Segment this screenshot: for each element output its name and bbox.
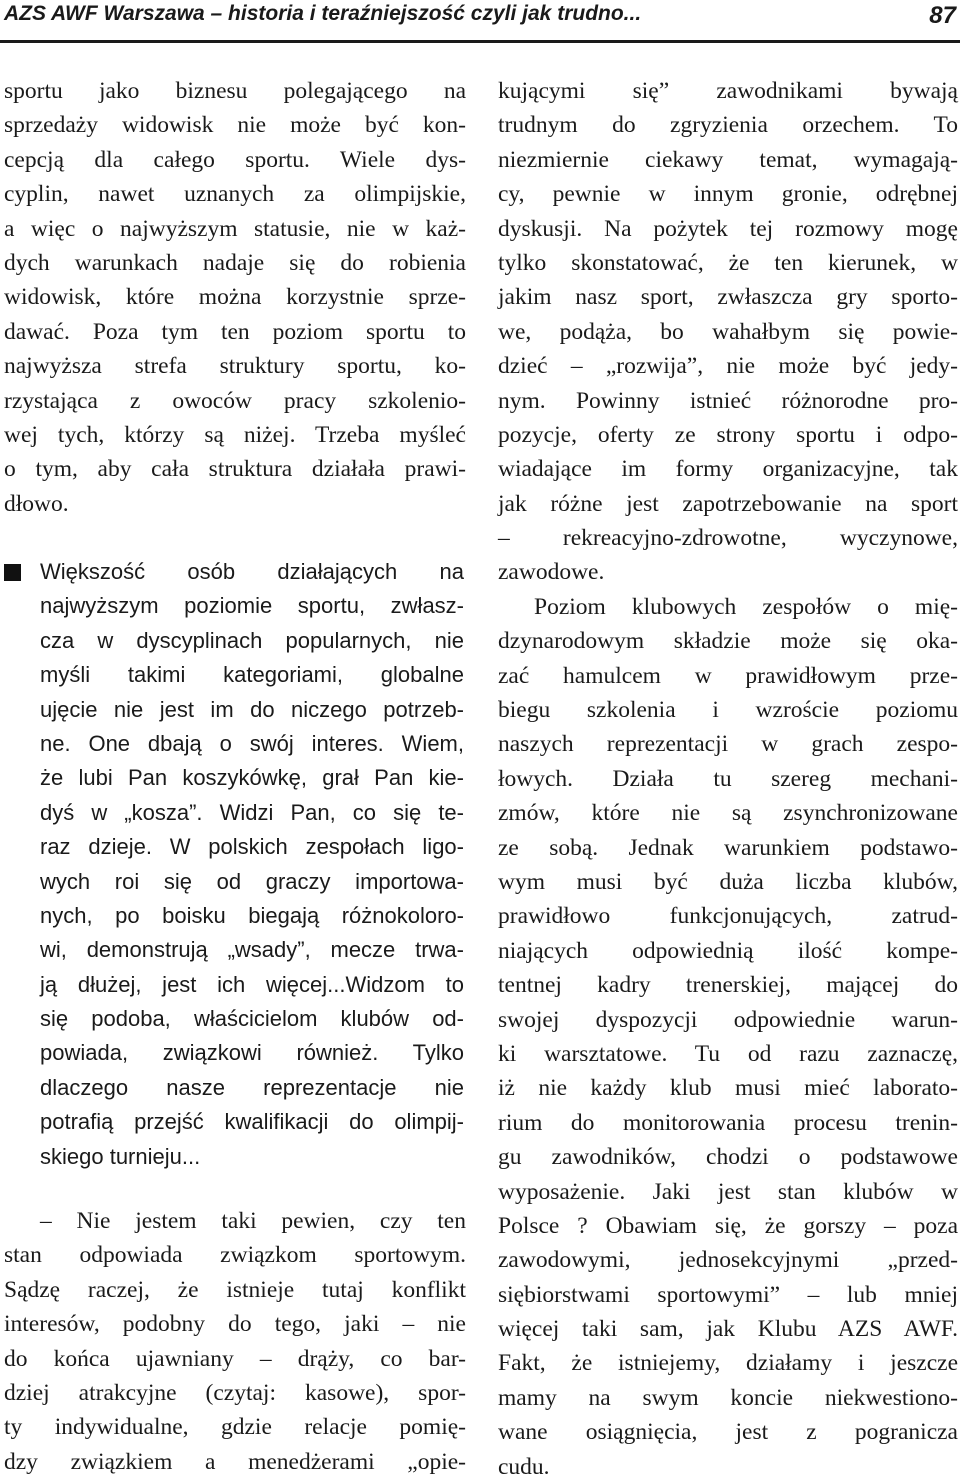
left-paragraph-1: [4, 74, 466, 521]
text-line: więcej taki sam, jak Klubu AZS AWF.: [498, 1316, 958, 1343]
text-line: interesów, podobny do tego, jaki – nie: [4, 1311, 466, 1338]
text-line: raz dzieje. W polskich zespołach ligo-: [40, 834, 464, 860]
page-number: 87: [929, 2, 956, 29]
text-line: cyplin, nawet uznanych za olimpijskie,: [4, 181, 466, 208]
text-line: jak różne jest zapotrzebowanie na sport: [498, 490, 958, 517]
text-line: pozycje, oferty ze strony sportu i odpo-: [498, 421, 958, 448]
text-line: – Nie jestem taki pewien, czy ten: [40, 1208, 466, 1234]
text-line: rium do monitorowania procesu trenin-: [498, 1109, 958, 1136]
text-line: łowych. Działa tu szereg mechani-: [498, 765, 958, 792]
text-line: biegu szkolenia i wzroście poziomu: [498, 697, 958, 724]
text-line: sprzedaży widowisk nie może być kon-: [4, 112, 466, 139]
text-line: o tym, aby cała struktura działała prawi-: [4, 456, 466, 483]
text-line: do końca ujawniany – drąży, co bar-: [4, 1345, 466, 1372]
text-line: cepcją dla całego sportu. Wiele dys-: [4, 146, 466, 173]
text-line: we, podąża, bo wahałbym się powie-: [498, 318, 958, 345]
text-line: dawać. Poza tym ten poziom sportu to: [4, 318, 466, 345]
text-line: widowisk, które można korzystnie sprze-: [4, 284, 466, 311]
text-line: zmów, które nie są zsynchronizowane: [498, 800, 958, 827]
text-line: a więc o najwyższym statusie, nie w każ-: [4, 215, 466, 242]
text-line: najwyższa strefa struktury sportu, ko-: [4, 353, 466, 380]
text-line: najwyższym poziomie sportu, zwłasz-: [40, 593, 464, 619]
text-line: ki warsztatowe. Tu od razu zaznaczę,: [498, 1040, 958, 1067]
text-line: – rekreacyjno-zdrowotne, wyczynowe,: [498, 525, 958, 552]
text-line: prawidłowo funkcjonujących, zatrud-: [498, 903, 958, 930]
text-line: Polsce ? Obawiam się, że gorszy – poza: [498, 1212, 958, 1239]
text-line: zać hamulcem w prawidłowym prze-: [498, 662, 958, 689]
right-paragraph-1: [498, 74, 958, 590]
text-line: mamy na swym koncie niekwestiono-: [498, 1384, 958, 1411]
page-header: [0, 0, 960, 46]
text-line: dzy związkiem a menedżerami „opie-: [4, 1448, 466, 1475]
text-line: Fakt, że istniejemy, działamy i jeszcze: [498, 1350, 958, 1377]
text-line: dyskusji. Na pożytek tej rozmowy mogę: [498, 215, 958, 242]
text-line: Poziom klubowych zespołów o mię-: [534, 593, 958, 620]
text-line: wi, demonstrują „wsady”, mecze trwa-: [40, 937, 464, 963]
text-line: zawodowe.: [498, 559, 605, 586]
interview-answer: [4, 1204, 466, 1479]
text-line: nych, po boisku biegają różnokoloro-: [40, 902, 464, 928]
text-line: wej tych, którzy są niżej. Trzeba myśleć: [4, 421, 466, 448]
text-line: siębiorstwami sportowymi” – lub mniej: [498, 1281, 958, 1308]
text-line: dyś w „kosza”. Widzi Pan, co się te-: [40, 799, 464, 825]
right-column: [498, 74, 958, 1484]
text-line: potrafią przejść kwalifikacji do olimpij-: [40, 1109, 464, 1135]
text-line: ujęcie nie jest im do niczego potrzeb-: [40, 696, 464, 722]
text-line: skiego turnieju...: [40, 1143, 201, 1169]
text-line: kującymi się” zawodnikami bywają: [498, 78, 958, 104]
text-line: ne. One dbają o swój interes. Wiem,: [40, 730, 464, 756]
text-line: dzieć – „rozwija”, nie może być jedy-: [498, 353, 958, 380]
text-line: swojej dyspozycji odpowiednie warun-: [498, 1006, 958, 1033]
text-line: wyposażenie. Jaki jest stan klubów w: [498, 1178, 958, 1205]
text-line: cy, pewnie w innym gronie, odrębnej: [498, 181, 958, 208]
text-line: rzystająca z owoców pracy szkolenio-: [4, 387, 466, 414]
text-line: dlaczego nasze reprezentacje nie: [40, 1074, 464, 1100]
text-line: wym musi być duża liczba klubów,: [498, 868, 958, 895]
text-line: ze sobą. Jednak warunkiem podstawo-: [498, 834, 958, 861]
interview-question: [40, 555, 464, 1174]
text-line: że lubi Pan koszykówkę, grał Pan kie-: [40, 765, 464, 791]
text-line: tentnej kadry trenerskiej, mającej do: [498, 972, 958, 999]
text-line: ją dłużej, jest ich więcej...Widzom to: [40, 971, 464, 997]
text-line: cudu.: [498, 1453, 550, 1480]
text-line: wiadające im formy organizacyjne, tak: [498, 456, 958, 483]
text-line: sportu jako biznesu polegającego na: [4, 78, 466, 104]
text-line: tylko skonstatować, że ten kierunek, w: [498, 249, 958, 276]
text-line: stan odpowiada związkom sportowym.: [4, 1242, 466, 1269]
text-line: wane osiągnięcia, jest z pogranicza: [498, 1419, 958, 1446]
text-line: dziej atrakcyjne (czytaj: kasowe), spor-: [4, 1379, 466, 1406]
text-line: myśli takimi kategoriami, globalne: [40, 662, 464, 688]
text-line: trudnym do zgryzienia orzechem. To: [498, 112, 958, 139]
text-line: wych roi się od graczy importowa-: [40, 868, 464, 894]
text-line: Większość osób działających na: [40, 559, 464, 584]
text-line: jakim nasz sport, zwłaszcza gry sporto-: [498, 284, 958, 311]
text-line: niezmiernie ciekawy temat, wymagają-: [498, 146, 958, 173]
text-line: zawodowymi, jednosekcyjnymi „przed-: [498, 1247, 958, 1274]
text-line: dych warunkach nadaje się do robienia: [4, 249, 466, 276]
text-line: ty indywidualne, gdzie relacje pomię-: [4, 1414, 466, 1441]
text-line: powiada, związkowi również. Tylko: [40, 1040, 464, 1066]
header-rule: [0, 40, 960, 43]
text-line: naszych reprezentacji w grach zespo-: [498, 731, 958, 758]
text-line: dzynarodowym składzie może się oka-: [498, 628, 958, 655]
text-line: się podoba, właścicielom klubów od-: [40, 1006, 464, 1032]
text-line: cza w dyscyplinach popularnych, nie: [40, 627, 464, 653]
text-line: iż nie każdy klub musi mieć laborato-: [498, 1075, 958, 1102]
text-line: nym. Powinny istnieć różnorodne pro-: [498, 387, 958, 414]
text-line: niających odpowiednią ilość kompe-: [498, 937, 958, 964]
question-bullet-icon: [4, 564, 21, 581]
text-line: dłowo.: [4, 490, 69, 517]
text-line: Sądzę raczej, że istnieje tutaj konflikt: [4, 1276, 466, 1303]
text-line: gu zawodników, chodzi o podstawowe: [498, 1144, 958, 1171]
running-title: AZS AWF Warszawa – historia i teraźniejszość czyli jak trudno...: [4, 2, 642, 25]
right-paragraph-2: [498, 590, 958, 1484]
